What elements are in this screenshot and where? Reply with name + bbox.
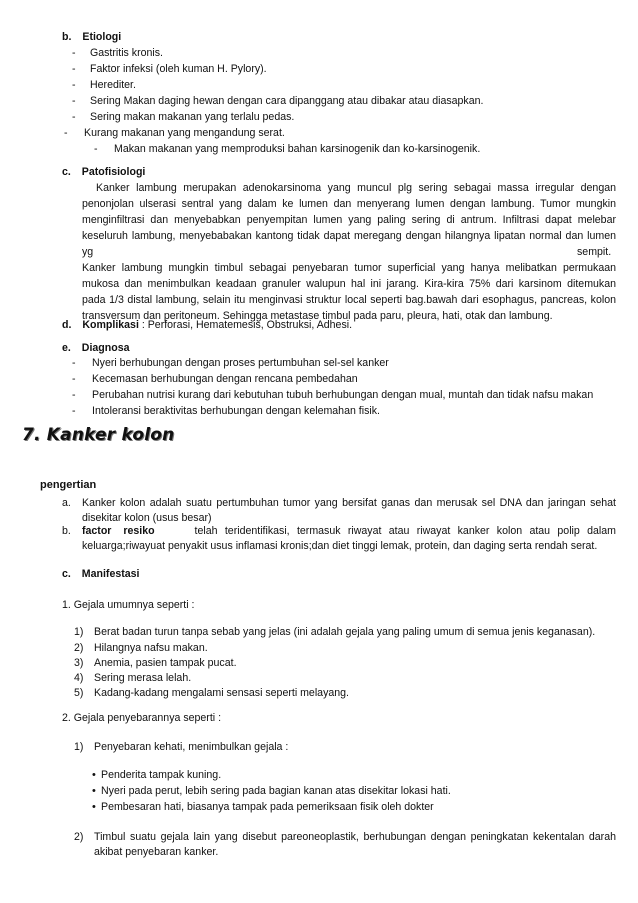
kolon-b-rest: telah teridentifikasi, termasuk riwayat atau riwayat kanker kolon atau polip dalam [194,525,616,537]
etiologi-title: Etiologi [82,31,122,43]
etiologi-item: - Gastritis kronis. [72,47,163,59]
etiologi-item: - Herediter. [72,79,136,91]
penyebaran-num: 2) [74,831,84,843]
patofisiologi-line: yg [82,246,94,258]
penyebaran-line: Timbul suatu gejala lain yang disebut pareoneoplastik, berhubungan dengan peningkatan kekentalan darah [94,831,616,843]
gejala-item: 1) Berat badan turun tanpa sebab yang jelas (ini adalah gejala yang paling umum di semua jenis keganasan). [74,626,596,638]
patofisiologi-line: pada 1/3 distal lambung, selain itu menginvasi struktur local seperti bag.bawah dari esophagus, pancreas, kolon [82,294,616,306]
patofisiologi-line: mukosa dan menimbulkan keadaan granuler walupun hal ini jarang. Kira-kira 75% dari karsinom ditemukan [82,278,616,290]
gejala-penyebaran-heading: 2. Gejala penyebarannya seperti : [62,712,222,724]
patofisiologi-line: Kanker lambung mungkin timbul sebagai penyebaran tumor superficial yang hanya melibatkan permukaan [82,262,616,274]
kolon-b-line2: keluarga;riwayuat penyakit usus inflamasi kronis;dan diet tinggi lemak, protein, dan daging serta rendah serat. [82,540,598,552]
gejala-umum-heading: 1. Gejala umumnya seperti : [62,599,195,611]
kolon-a-letter: a. [62,497,71,509]
etiologi-item: - Sering makan makanan yang terlalu pedas. [72,111,295,123]
patofisiologi-line: keseluruh lambung, menyebabakan kantong tidak dapat meregang dengan hilangnya lipatan normal dan lumen [82,230,616,242]
patofisiologi-line: penonjolan ulserasi sentral yang dalam ke lumen dan menyerang lumen dengan lambung. Tumor mungkin [82,198,616,210]
etiologi-item: - Makan makanan yang memproduksi bahan karsinogenik dan ko-karsinogenik. [94,143,481,155]
bullet-item: • Penderita tampak kuning. [92,768,221,783]
kolon-b-line [82,524,616,539]
komplikasi-text: : Perforasi, Hematemesis, Obstruksi, Adhesi. [138,319,353,331]
gejala-item: 5) Kadang-kadang mengalami sensasi seperti melayang. [74,687,349,699]
etiologi-letter: b. [62,31,72,43]
bullet-item: • Nyeri pada perut, lebih sering pada bagian kanan atas disekitar lokasi hati. [92,784,451,799]
patofisiologi-line: transversum dan peritoneum. Sehingga metastase timbul pada paru, pleura, hati, otak dan lambung. [82,310,553,322]
manifestasi-heading: c. Manifestasi [62,568,140,580]
diagnosa-heading: e. Diagnosa [62,342,130,354]
diagnosa-item: - Perubahan nutrisi kurang dari kebutuhan tubuh berhubungan dengan mual, muntah dan tidak nafsu makan [72,389,594,401]
bullet-item: • Pembesaran hati, biasanya tampak pada pemeriksaan fisik oleh dokter [92,800,434,815]
etiologi-heading [62,30,121,45]
penyebaran-line: akibat penyebaran kanker. [94,846,219,858]
patofisiologi-line-end: sempit. [577,246,612,258]
patofisiologi-line: menginfiltrasi dan menyebabkan penyempitan lumen yang paling sering di antrum. Infiltrasi dapat melebar [82,214,616,226]
gejala-item: 2) Hilangnya nafsu makan. [74,642,208,654]
etiologi-item: - Faktor infeksi (oleh kuman H. Pylory). [72,63,267,75]
diagnosa-item: - Kecemasan berhubungan dengan rencana pembedahan [72,373,358,385]
kolon-a-line: disekitar kolon (usus besar) [82,512,212,524]
pengertian-heading: pengertian [40,479,97,491]
patofisiologi-line: Kanker lambung merupakan adenokarsinoma yang muncul plg sering sebagai massa irregular dengan [96,182,616,194]
diagnosa-item: - Nyeri berhubungan dengan proses pertumbuhan sel-sel kanker [72,357,389,369]
komplikasi-letter: d. [62,319,72,331]
penyebaran-item: 1) Penyebaran kehati, menimbulkan gejala : [74,741,289,753]
etiologi-item: - Sering Makan daging hewan dengan cara dipanggang atau dibakar atau diasapkan. [72,95,484,107]
diagnosa-item: - Intoleransi beraktivitas berhubungan dengan kelemahan fisik. [72,405,380,417]
etiologi-item: - Kurang makanan yang mengandung serat. [64,127,285,139]
gejala-item: 3) Anemia, pasien tampak pucat. [74,657,237,669]
kolon-b-letter: b. [62,525,71,537]
komplikasi-row [62,318,352,333]
komplikasi-title: Komplikasi [82,319,139,331]
gejala-item: 4) Sering merasa lelah. [74,672,192,684]
patofisiologi-heading: c. Patofisiologi [62,166,146,178]
kolon-a-line: Kanker kolon adalah suatu pertumbuhan tumor yang bersifat ganas dan merusak sel DNA dan jaringan sehat [82,497,616,509]
section-heading-kanker-kolon: 7. Kanker kolon [22,425,175,445]
kolon-b-bold: factor resiko [82,525,155,537]
